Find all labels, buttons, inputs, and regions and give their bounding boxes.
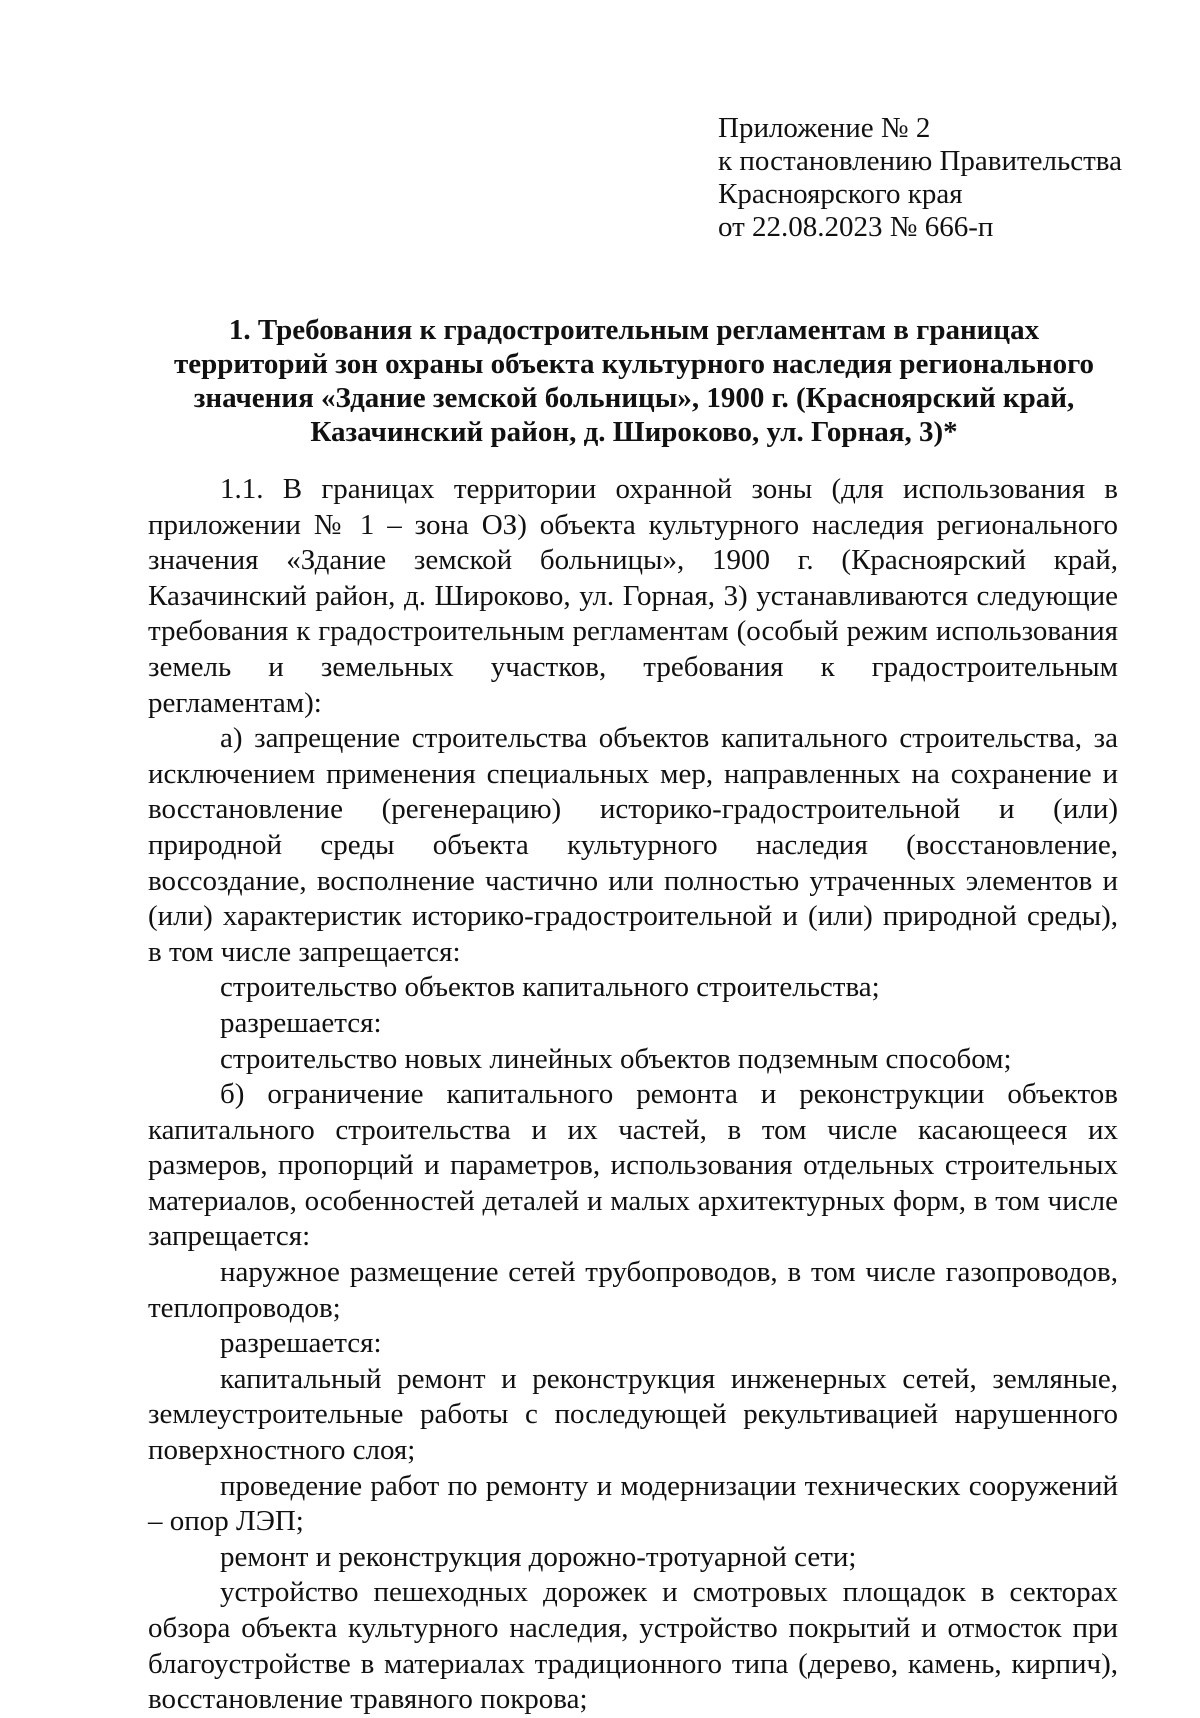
heading-line: территорий зон охраны объекта культурного наследия регионального — [173, 348, 1095, 380]
paragraph-b: б) ограничение капитального ремонта и реконструкции объектов капитального строительства и их частей, в том числе касающееся их размеров, пропорций и параметров, использования отдельных строительных материалов, особенностей деталей и малых архитектурных форм, в том числе запрещается: — [148, 1078, 1118, 1253]
heading-line: 1. Требования к градостроительным регламентам в границах — [228, 314, 1040, 346]
heading-line: значения «Здание земской больницы», 1900 г. (Красноярский край, — [193, 382, 1075, 414]
paragraph-1-1: 1.1. В границах территории охранной зоны (для использования в приложении № 1 – зона ОЗ) объекта культурного наследия регионального значения «Здание земской больницы», 1900 г. (Красноярский край, Казачинский район, д. Широково, ул. Горная, 3) устанавливаются следующие требования к градостроительным регламентам (особый режим использования земель и земельных участков, требования к градостроительным регламентам): — [148, 473, 1118, 719]
paragraph-item: устройство пешеходных дорожек и смотровых площадок в секторах обзора объекта культурного наследия, устройство покрытий и отмосток при благоустройстве в материалах традиционного типа (дерево, камень, кирпич), восстановление травяного покрова; — [148, 1576, 1118, 1716]
document-body — [148, 472, 1118, 1718]
appendix-block — [718, 112, 1158, 244]
appendix-resolution: к постановлению Правительства — [718, 145, 1122, 177]
paragraph-item: наружное размещение сетей трубопроводов, в том числе газопроводов, теплопроводов; — [148, 1256, 1118, 1324]
section-heading — [150, 313, 1118, 449]
paragraph-a: а) запрещение строительства объектов капитального строительства, за исключением применения специальных мер, направленных на сохранение и восстановление (регенерацию) историко-градостроительной и (или) природной среды объекта культурного наследия (восстановление, воссоздание, восполнение частично или полностью утраченных элементов и (или) характеристик историко-градостроительной и (или) природной среды), в том числе запрещается: — [148, 722, 1118, 968]
paragraph-item: строительство объектов капитального строительства; — [220, 971, 880, 1004]
paragraph-permitted: разрешается: — [220, 1327, 382, 1360]
paragraph-item: строительство новых линейных объектов подземным способом; — [220, 1042, 1012, 1075]
appendix-date: от 22.08.2023 № 666-п — [718, 211, 994, 243]
paragraph-item: капитальный ремонт и реконструкция инженерных сетей, земляные, землеустроительные работы с последующей рекультивацией нарушенного поверхностного слоя; — [148, 1362, 1118, 1467]
paragraph-item: ремонт и реконструкция дорожно-тротуарной сети; — [220, 1540, 857, 1573]
paragraph-permitted: разрешается: — [220, 1006, 382, 1039]
appendix-number: Приложение № 2 — [718, 112, 931, 144]
appendix-region: Красноярского края — [718, 178, 963, 210]
paragraph-item: проведение работ по ремонту и модернизации технических сооружений – опор ЛЭП; — [148, 1469, 1118, 1538]
heading-line: Казачинский район, д. Широково, ул. Горная, 3)* — [310, 416, 958, 448]
